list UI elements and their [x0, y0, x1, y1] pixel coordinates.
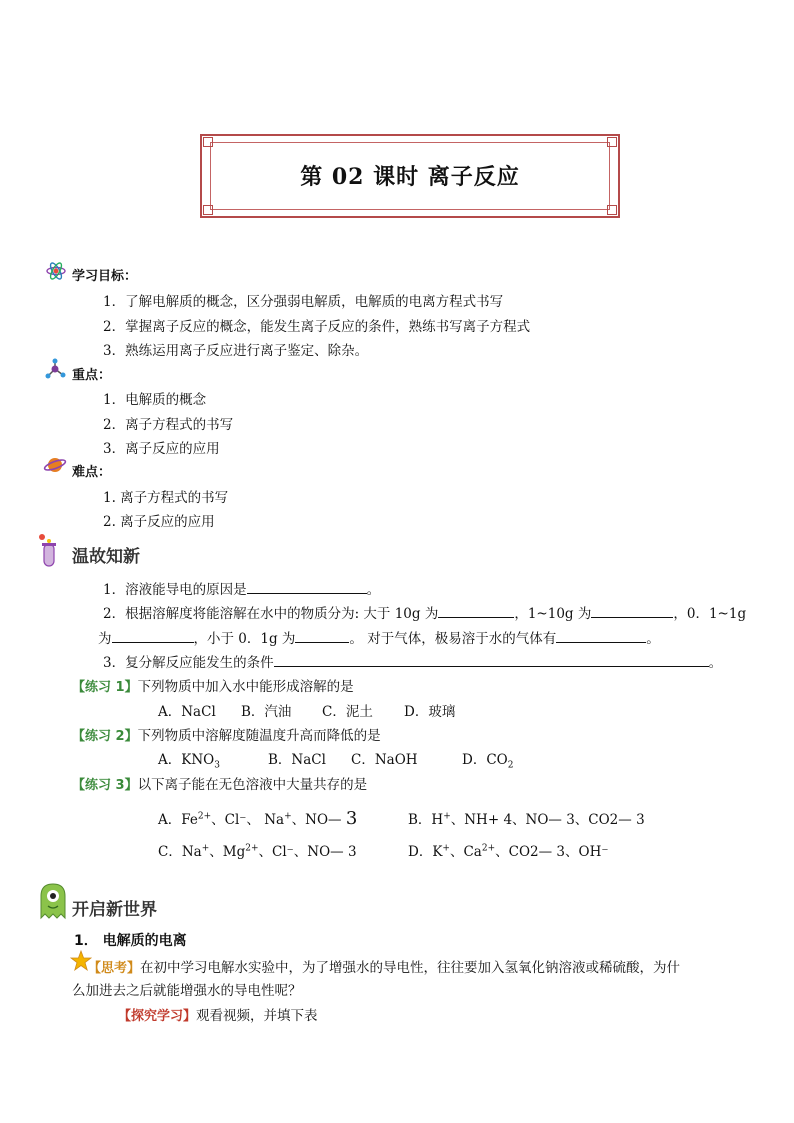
exercise-3 — [72, 773, 367, 793]
superscript: + — [284, 811, 292, 822]
page-title: 第 02 课时 离子反应 — [300, 164, 520, 190]
q3-text: 3．复分解反应能发生的条件 — [103, 655, 274, 671]
answer-blank[interactable] — [556, 629, 646, 643]
explore-tag: 【探究学习】 — [118, 1009, 197, 1024]
key-point-item: 3．离子反应的应用 — [103, 441, 220, 457]
q2-end: 。 — [646, 631, 660, 647]
q2-text: 为 — [98, 631, 112, 647]
exercise-text: 下列物质中溶解度随温度升高而降低的是 — [137, 728, 381, 744]
exercise-1 — [72, 675, 354, 695]
review-question-2-cont — [98, 627, 660, 647]
q2-text: ，小于 0．1g 为 — [193, 631, 296, 647]
option-text: D．K — [408, 844, 443, 860]
option-text: D．CO — [462, 752, 508, 768]
superscript: + — [201, 843, 210, 854]
option-text: A．KNO — [158, 752, 215, 768]
exercise-option: B．NaCl — [268, 752, 326, 768]
exercise-option — [408, 840, 608, 860]
exercise-tag: 【练习 3】 — [72, 778, 138, 793]
superscript: 2+ — [245, 843, 259, 854]
q2-text: 。 对于气体，极易溶于水的气体有 — [349, 631, 557, 647]
option-text: B．H — [408, 812, 444, 828]
review-question-1 — [103, 578, 380, 598]
option-text: 、Cl⁻、NO— 3 — [258, 844, 357, 860]
superscript: 2+ — [197, 811, 212, 822]
think-tag: 【思考】 — [88, 961, 141, 976]
exercise-option — [158, 840, 357, 860]
objectives-label: 学习目标： — [72, 269, 138, 284]
atom-icon — [46, 261, 66, 281]
difficult-point-item: 2. 离子反应的应用 — [103, 514, 215, 530]
exercise-option — [158, 748, 220, 771]
alien-mascot-icon — [36, 882, 70, 920]
test-tube-icon — [36, 532, 64, 568]
q2-text: ，0．1~1g — [673, 606, 747, 622]
exercise-option: C．NaOH — [351, 752, 418, 768]
q3-end: 。 — [708, 655, 723, 671]
objective-item: 1．了解电解质的概念，区分强弱电解质，电解质的电离方程式书写 — [103, 294, 504, 310]
difficult-point-item: 1. 离子方程式的书写 — [103, 490, 229, 506]
exercise-text: 以下离子能在无色溶液中大量共存的是 — [137, 777, 368, 793]
planet-icon — [43, 454, 67, 476]
frame-corner — [203, 137, 213, 147]
exercise-option: A．NaCl — [158, 704, 216, 720]
option-text: 3 — [345, 808, 358, 829]
exercise-option — [462, 748, 513, 771]
review-heading: 温故知新 — [72, 547, 140, 567]
answer-blank[interactable] — [112, 629, 194, 643]
answer-blank[interactable] — [274, 653, 709, 667]
key-point-item: 2．离子方程式的书写 — [103, 417, 234, 433]
superscript: + — [442, 843, 450, 854]
objective-item: 2．掌握离子反应的概念，能发生离子反应的条件，熟练书写离子方程式 — [103, 319, 531, 335]
exercise-option: C．泥土 — [322, 704, 373, 720]
q1-end: 。 — [366, 582, 381, 598]
option-text: 、NH+ 4、NO— 3、CO2— 3 — [450, 812, 645, 828]
option-text: C．Na — [158, 844, 202, 860]
review-question-2 — [103, 602, 746, 622]
answer-blank[interactable] — [247, 580, 367, 594]
exercise-option — [408, 808, 645, 828]
exercise-option: B．汽油 — [241, 704, 292, 720]
exercise-tag: 【练习 1】 — [72, 680, 138, 695]
answer-blank[interactable] — [295, 629, 349, 643]
superscript: 2+ — [481, 843, 496, 854]
key-points-label: 重点： — [72, 368, 112, 383]
exercise-text: 下列物质中加入水中能形成溶解的是 — [137, 679, 354, 695]
frame-corner — [607, 205, 617, 215]
exercise-tag: 【练习 2】 — [72, 729, 138, 744]
molecule-icon — [44, 358, 66, 380]
answer-blank[interactable] — [591, 604, 673, 618]
option-text: 、NO— — [291, 812, 346, 828]
frame-corner — [203, 205, 213, 215]
think-line-1 — [88, 956, 680, 976]
subscript: 2 — [507, 760, 514, 771]
option-text: 、Mg — [209, 844, 246, 860]
q2-text: ，1~10g 为 — [514, 606, 592, 622]
q2-text: 2．根据溶解度将能溶解在水中的物质分为: 大于 10g 为 — [103, 606, 439, 622]
exercise-2 — [72, 724, 381, 744]
exercise-option — [158, 808, 357, 829]
exercise-option: D．玻璃 — [404, 704, 456, 720]
difficult-points-label: 难点： — [72, 465, 112, 480]
subscript: 3 — [214, 760, 220, 771]
think-text: 在初中学习电解水实验中，为了增强水的导电性，往往要加入氢氧化钠溶液或稀硫酸，为什 — [140, 960, 681, 976]
q1-text: 1．溶液能导电的原因是 — [103, 582, 247, 598]
option-text: 、Ca — [449, 844, 482, 860]
subsection-title: 1． 电解质的电离 — [74, 933, 187, 949]
review-question-3 — [103, 651, 722, 671]
key-point-item: 1．电解质的概念 — [103, 392, 207, 408]
think-line-2: 么加进去之后就能增强水的导电性呢？ — [72, 983, 302, 999]
new-world-heading: 开启新世界 — [72, 900, 157, 920]
explore-line — [118, 1004, 318, 1024]
option-text: A．Fe — [158, 812, 198, 828]
answer-blank[interactable] — [438, 604, 514, 618]
option-text: 、Cl⁻、 Na — [211, 812, 285, 828]
objective-item: 3．熟练运用离子反应进行离子鉴定、除杂。 — [103, 343, 369, 359]
option-text: 、CO2— 3、OH⁻ — [495, 844, 609, 860]
frame-corner — [607, 137, 617, 147]
explore-text: 观看视频，并填下表 — [196, 1008, 318, 1024]
superscript: + — [443, 811, 451, 822]
